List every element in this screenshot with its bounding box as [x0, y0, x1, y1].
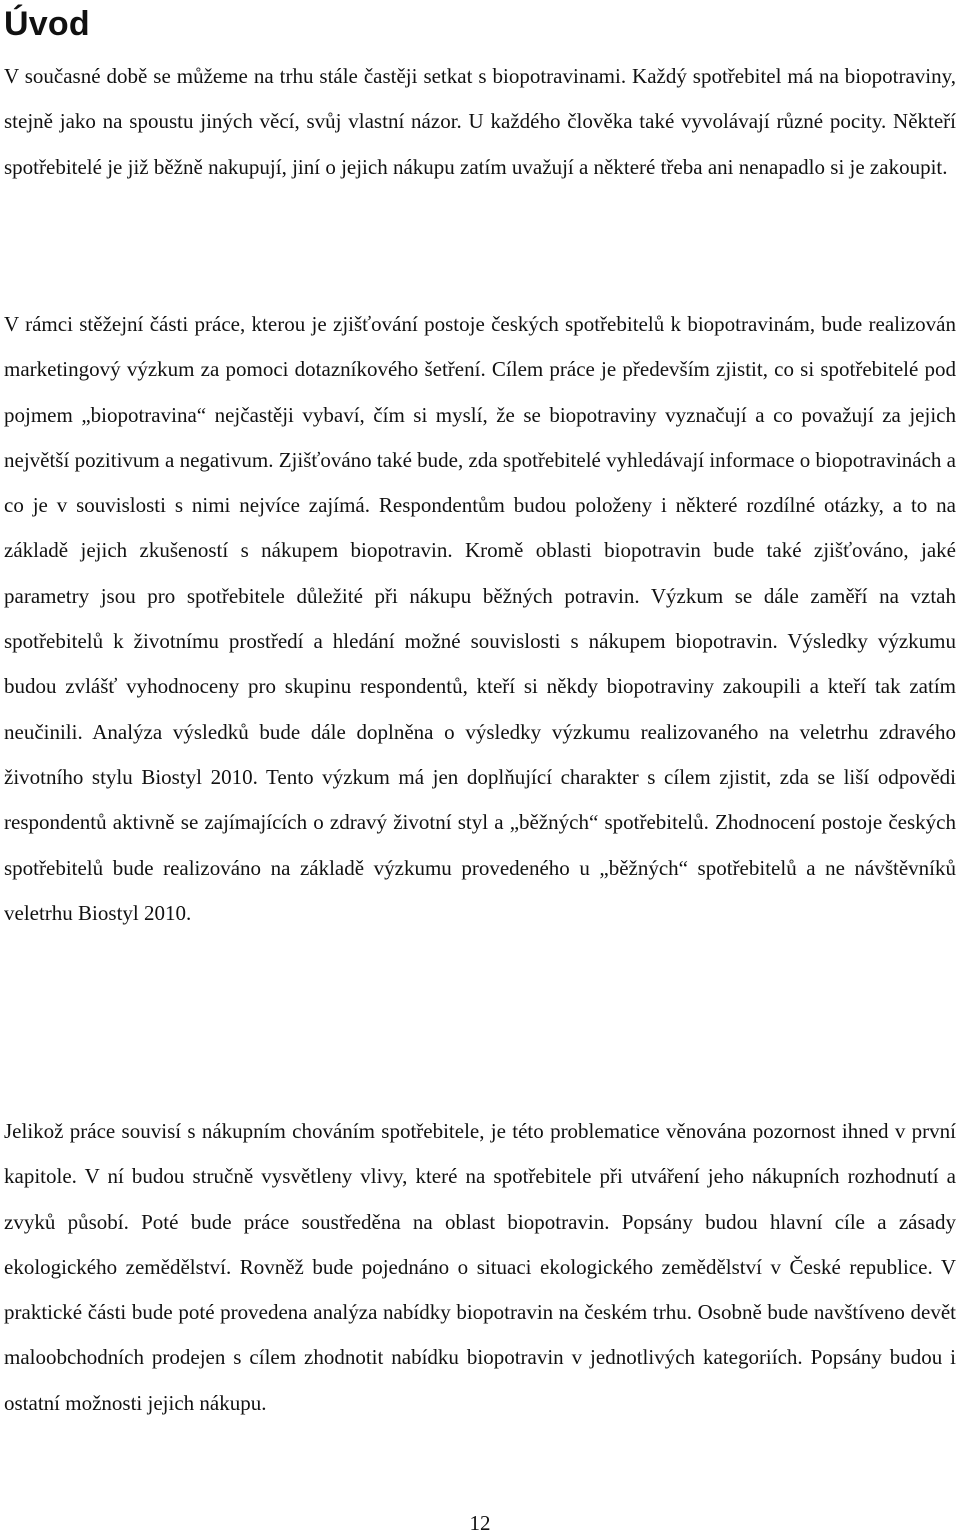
paragraph-research	[4, 302, 956, 936]
paragraph-text: Jelikož práce souvisí s nákupním chováním spotřebitele, je této problematice věnována pozornost ihned v první kapitole. V ní budou stručně vysvětleny vlivy, které na spotřebitele při utváření jeho nákupních rozhodnutí a zvyků působí. Poté bude práce soustředěna na oblast biopotravin. Popsány budou hlavní cíle a zásady ekologického zemědělství. Rovněž bude pojednáno o situaci ekologického zemědělství v České republice. V praktické části bude poté provedena analýza nabídky biopotravin na českém trhu. Osobně bude navštíveno devět maloobchodních prodejen s cílem zhodnotit nabídku biopotravin v jednotlivých kategoriích. Popsány budou i ostatní možnosti jejich nákupu.	[4, 1119, 956, 1415]
paragraph-text: V rámci stěžejní části práce, kterou je zjišťování postoje českých spotřebitelů k biopotravinám, bude realizován marketingový výzkum za pomoci dotazníkového šetření. Cílem práce je především zjistit, co si spotřebitelé pod pojmem „biopotravina“ nejčastěji vybaví, čím si myslí, že se biopotraviny vyznačují a co považují za jejich největší pozitivum a negativum. Zjišťováno také bude, zda spotřebitelé vyhledávají informace o biopotravinách a co je v souvislosti s nimi nejvíce zajímá. Respondentům budou položeny i některé rozdílné otázky, a to na základě jejich zkušeností s nákupem biopotravin. Kromě oblasti biopotravin bude také zjišťováno, jaké parametry jsou pro spotřebitele důležité při nákupu běžných potravin. Výzkum se dále zaměří na vztah spotřebitelů k životnímu prostředí a hledání možné souvislosti s nákupem biopotravin. Výsledky výzkumu budou zvlášť vyhodnoceny pro skupinu respondentů, kteří si někdy biopotraviny zakoupili a kteří tak zatím neučinili. Analýza výsledků bude dále doplněna o výsledky výzkumu realizovaného na veletrhu zdravého životního stylu Biostyl 2010. Tento výzkum má jen doplňující charakter s cílem zjistit, zda se liší odpovědi respondentů aktivně se zajímajících o zdravý životní styl a „běžných“ spotřebitelů. Zhodnocení postoje českých spotřebitelů bude realizováno na základě výzkumu provedeného u „běžných“ spotřebitelů a ne návštěvníků veletrhu Biostyl 2010.	[4, 312, 956, 925]
paragraph-structure	[4, 1109, 956, 1426]
page-title: Úvod	[4, 5, 90, 43]
paragraph-intro	[4, 54, 956, 190]
paragraph-text: V současné době se můžeme na trhu stále častěji setkat s biopotravinami. Každý spotřebitel má na biopotraviny, stejně jako na spoustu jiných věcí, svůj vlastní názor. U každého člověka také vyvolávají různé pocity. Někteří spotřebitelé je již běžně nakupují, jiní o jejich nákupu zatím uvažují a některé třeba ani nenapadlo si je zakoupit.	[4, 64, 956, 179]
page-number: 12	[469, 1511, 491, 1535]
